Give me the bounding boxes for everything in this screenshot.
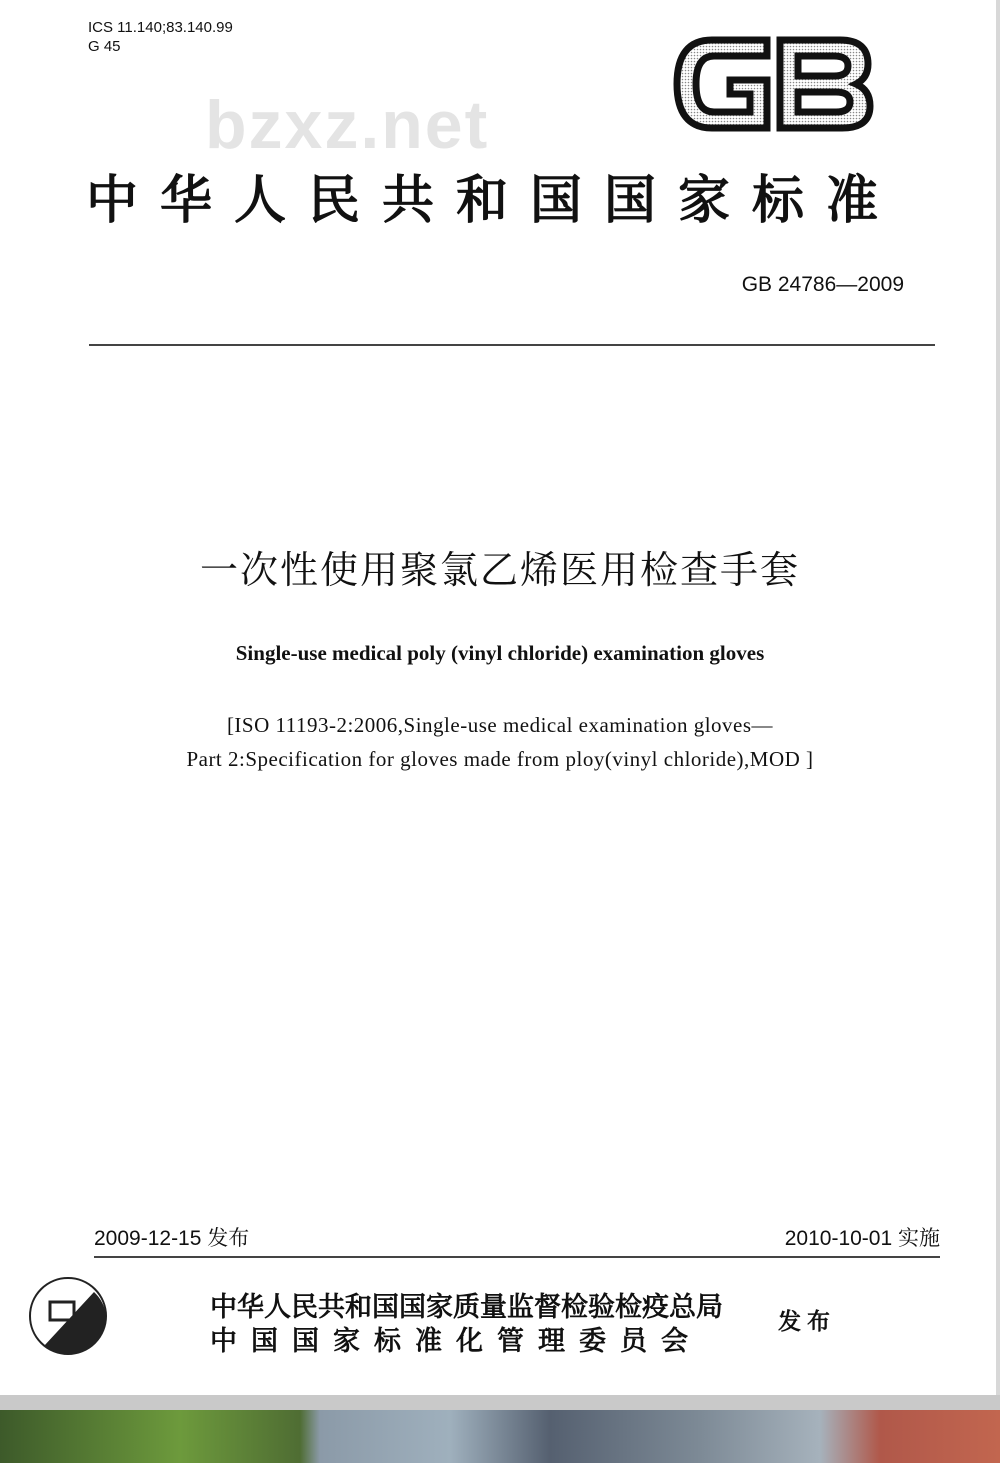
ccs-code: G 45 (88, 38, 121, 55)
ics-code: ICS 11.140;83.140.99 (88, 19, 233, 36)
watermark: bzxz.net (205, 87, 490, 163)
issue-date: 2009-12-15 发布 (94, 1227, 250, 1250)
issuer-sac: 中国国家标准化管理委员会 (210, 1326, 702, 1356)
dates-row (94, 1226, 940, 1252)
national-standard-heading: 中华人民共和国国家标准 (86, 173, 901, 230)
publish-label: 发布 (778, 1309, 836, 1334)
title-chinese: 一次性使用聚氯乙烯医用检查手套 (199, 550, 800, 592)
classification-codes (88, 18, 233, 56)
iso-reference (0, 708, 1000, 776)
background-photo (0, 1410, 1000, 1463)
publisher-seal-icon (24, 1272, 112, 1360)
standard-code: GB 24786—2009 (741, 273, 904, 296)
page-gap (0, 1395, 1000, 1410)
implementation-date: 2010-10-01 实施 (784, 1227, 940, 1250)
issuer-aqsiq: 中华人民共和国国家质量监督检验检疫总局 (210, 1292, 723, 1322)
issuing-authorities (210, 1290, 723, 1358)
divider (94, 1256, 940, 1258)
title-english: Single-use medical poly (vinyl chloride) examination gloves (235, 641, 765, 665)
iso-reference-line1: [ISO 11193-2:2006,Single-use medical examination gloves— (226, 713, 774, 737)
gb-logo (672, 30, 877, 138)
iso-reference-line2: Part 2:Specification for gloves made from ploy(vinyl chloride),MOD ] (186, 747, 814, 771)
divider (89, 344, 935, 346)
